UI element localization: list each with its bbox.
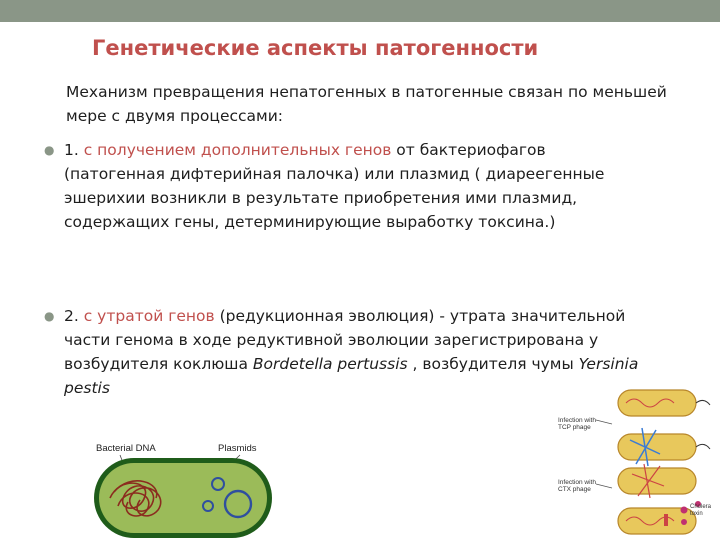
label-ctx-phage: Infection with CTX phage (558, 479, 596, 493)
bullet-2-text-2: , возбудителя чумы (407, 355, 579, 373)
species-yersinia: Yersinia pestis (64, 355, 639, 397)
bullet-2 (44, 304, 644, 400)
bacterium-figure (90, 436, 280, 540)
toxin-icon (681, 507, 688, 514)
bullet-2-text-1: (редукционная эволюция) - утрата значительной части генома в ходе редуктивной эволюции зарегистрирована у возбудителя коклюша (64, 307, 626, 373)
arrow (596, 420, 612, 424)
intro-text: Механизм превращения непатогенных в патогенные связан по меньшей мере с двумя процессами: (66, 83, 667, 125)
toxin-icon (681, 519, 687, 525)
bullet-1-accent: с получением дополнительных генов (83, 141, 392, 159)
arrow (596, 484, 612, 488)
top-accent-bar (0, 0, 720, 22)
label-plasmids: Plasmids (218, 443, 257, 454)
bullet-1-number: 1. (64, 141, 84, 159)
bullet-1-text: от бактериофагов (патогенная дифтерийная палочка) или плазмид ( диареегенные эшерихии возникли в результате приобретения ими плазмид, содержащих гены, детерминирующие выработку токсина.) (64, 141, 605, 231)
bullet-1 (44, 138, 644, 234)
phage-infection-figure (556, 384, 716, 540)
vibrio-cell-2 (618, 428, 710, 466)
label-cholera-toxin: Cholera toxin (690, 504, 712, 517)
vibrio-cell-3 (618, 464, 696, 498)
bullet-2-accent: с утратой генов (83, 307, 215, 325)
bullet-2-number: 2. (64, 307, 84, 325)
label-tcp-phage: Infection with TCP phage (558, 417, 596, 431)
slide-title: Генетические аспекты патогенности (92, 36, 539, 60)
species-bordetella: Bordetella pertussis (252, 355, 408, 373)
bullet-dot-icon: ● (44, 143, 55, 157)
vibrio-cell-1 (618, 390, 710, 416)
label-bacterial-dna: Bacterial DNA (96, 443, 156, 454)
bullet-dot-icon: ● (44, 309, 55, 323)
